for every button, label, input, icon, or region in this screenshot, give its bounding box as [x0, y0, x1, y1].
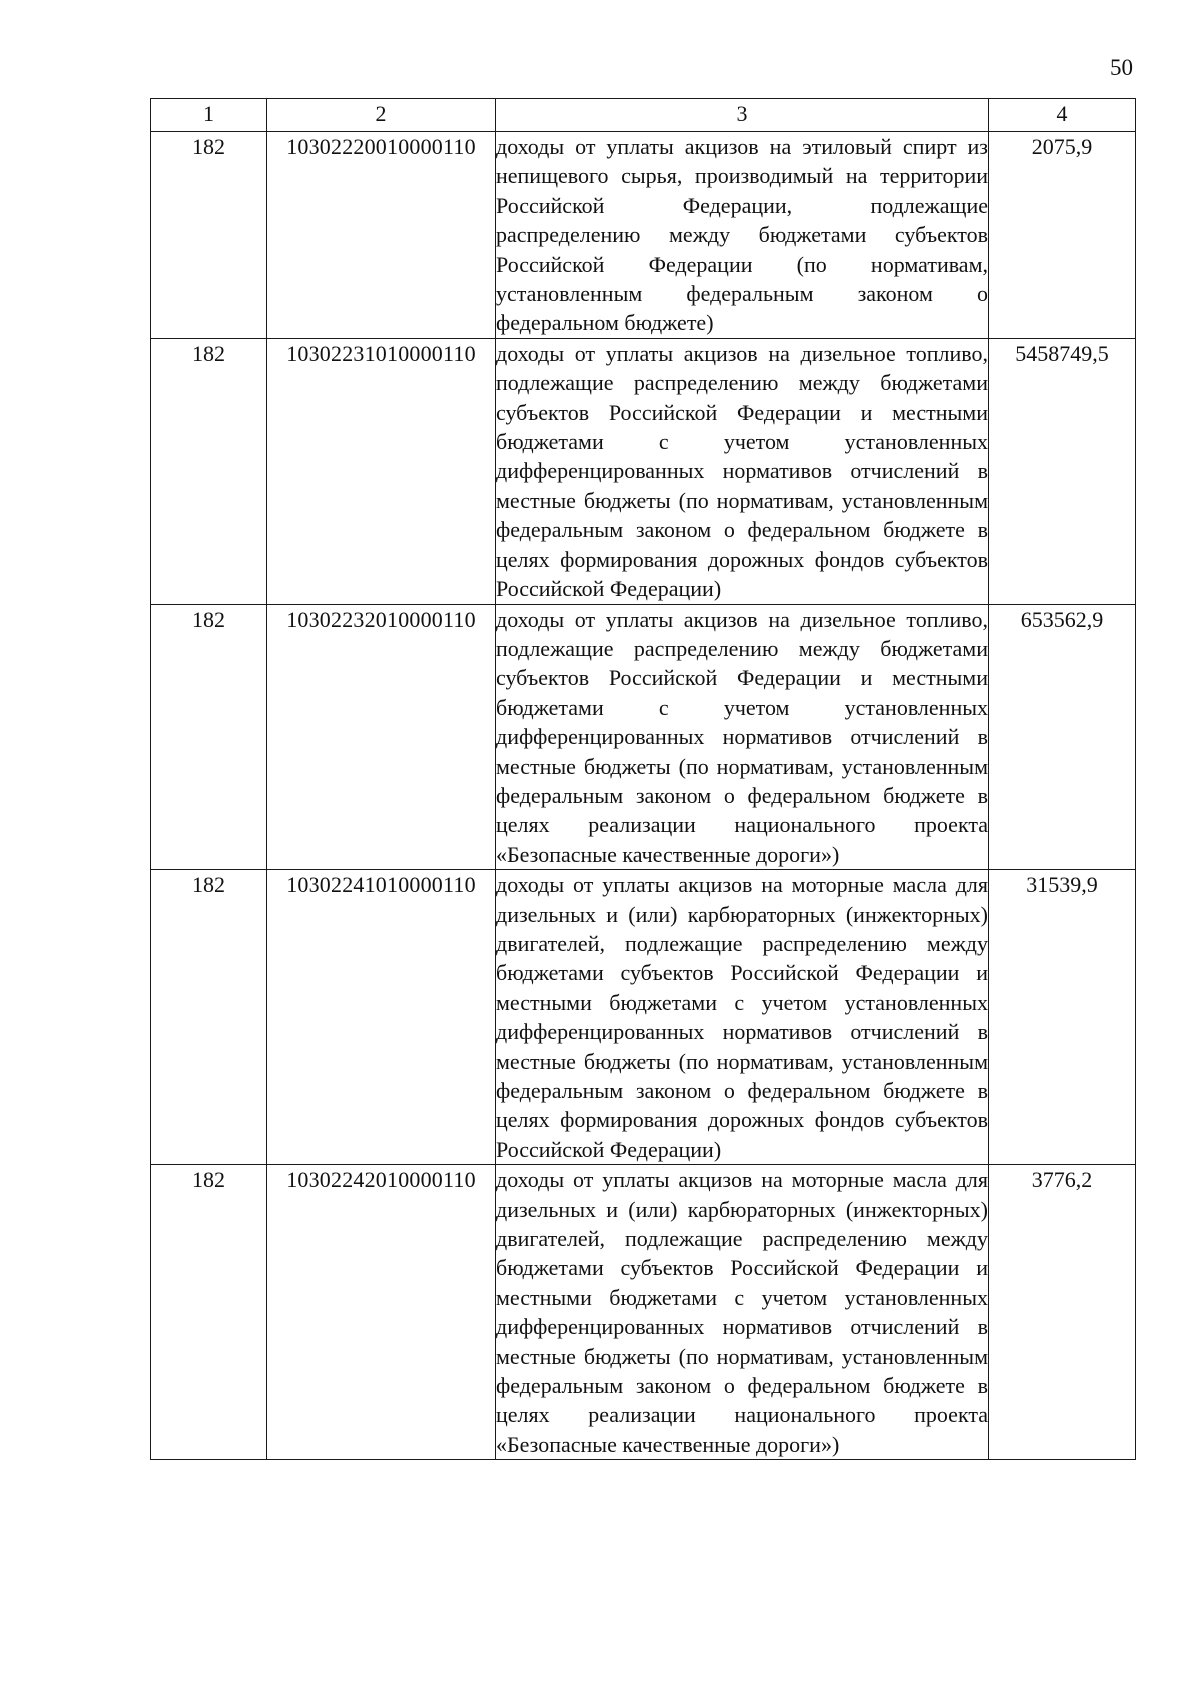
table-row: [151, 1165, 1136, 1460]
kbk-code-cell: 10302231010000110: [267, 338, 496, 604]
kbk-code-cell: 10302242010000110: [267, 1165, 496, 1460]
page-number: 50: [1110, 55, 1133, 80]
revenue-table: [150, 98, 1136, 1460]
description-cell: доходы от уплаты акцизов на этиловый спирт из непищевого сырья, производимый на территории Российской Федерации, подлежащие распределению между бюджетами субъектов Российской Федерации (по нормативам, установленным федеральным законом о федеральном бюджете): [496, 132, 989, 339]
column-header: 4: [989, 99, 1136, 132]
column-header: 1: [151, 99, 267, 132]
admin-code-cell: 182: [151, 132, 267, 339]
column-header: 2: [267, 99, 496, 132]
amount-cell: 31539,9: [989, 870, 1136, 1165]
kbk-code-cell: 10302241010000110: [267, 870, 496, 1165]
amount-cell: 3776,2: [989, 1165, 1136, 1460]
amount-cell: 653562,9: [989, 604, 1136, 870]
admin-code-cell: 182: [151, 1165, 267, 1460]
kbk-code-cell: 10302220010000110: [267, 132, 496, 339]
table-row: [151, 604, 1136, 870]
admin-code-cell: 182: [151, 338, 267, 604]
description-cell: доходы от уплаты акцизов на дизельное топливо, подлежащие распределению между бюджетами субъектов Российской Федерации и местными бюджетами с учетом установленных дифференцированных нормативов отчислений в местные бюджеты (по нормативам, установленным федеральным законом о федеральном бюджете в целях формирования дорожных фондов субъектов Российской Федерации): [496, 338, 989, 604]
amount-cell: 2075,9: [989, 132, 1136, 339]
description-cell: доходы от уплаты акцизов на дизельное топливо, подлежащие распределению между бюджетами субъектов Российской Федерации и местными бюджетами с учетом установленных дифференцированных нормативов отчислений в местные бюджеты (по нормативам, установленным федеральным законом о федеральном бюджете в целях реализации национального проекта «Безопасные качественные дороги»): [496, 604, 989, 870]
table-header-row: [151, 99, 1136, 132]
description-cell: доходы от уплаты акцизов на моторные масла для дизельных и (или) карбюраторных (инжекторных) двигателей, подлежащие распределению между бюджетами субъектов Российской Федерации и местными бюджетами с учетом установленных дифференцированных нормативов отчислений в местные бюджеты (по нормативам, установленным федеральным законом о федеральном бюджете в целях реализации национального проекта «Безопасные качественные дороги»): [496, 1165, 989, 1460]
admin-code-cell: 182: [151, 870, 267, 1165]
table-row: [151, 338, 1136, 604]
table-row: [151, 132, 1136, 339]
amount-cell: 5458749,5: [989, 338, 1136, 604]
admin-code-cell: 182: [151, 604, 267, 870]
column-header: 3: [496, 99, 989, 132]
kbk-code-cell: 10302232010000110: [267, 604, 496, 870]
table-row: [151, 870, 1136, 1165]
description-cell: доходы от уплаты акцизов на моторные масла для дизельных и (или) карбюраторных (инжекторных) двигателей, подлежащие распределению между бюджетами субъектов Российской Федерации и местными бюджетами с учетом установленных дифференцированных нормативов отчислений в местные бюджеты (по нормативам, установленным федеральным законом о федеральном бюджете в целях формирования дорожных фондов субъектов Российской Федерации): [496, 870, 989, 1165]
